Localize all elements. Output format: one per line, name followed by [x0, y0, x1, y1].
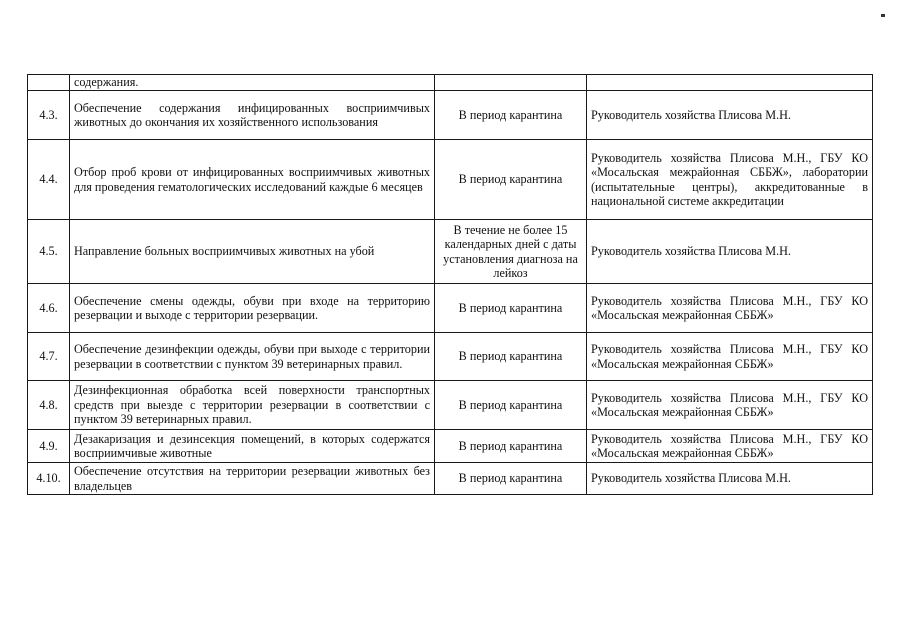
measure-description: Отбор проб крови от инфицированных восприимчивых животных для проведения гематологических исследований каждые 6 месяцев — [70, 140, 435, 220]
row-number: 4.4. — [28, 140, 70, 220]
measure-responsible: Руководитель хозяйства Плисова М.Н., ГБУ КО «Мосальская межрайонная СББЖ» — [587, 381, 873, 430]
measure-responsible: Руководитель хозяйства Плисова М.Н., ГБУ КО «Мосальская межрайонная СББЖ» — [587, 284, 873, 333]
measure-description: Дезинфекционная обработка всей поверхности транспортных средств при выезде с территории резервации в соответствии с пунктом 39 ветеринарных правил. — [70, 381, 435, 430]
measures-table — [27, 74, 873, 495]
measure-responsible: Руководитель хозяйства Плисова М.Н. — [587, 220, 873, 284]
measure-term: В период карантина — [435, 91, 587, 140]
table-row — [28, 284, 873, 333]
measure-description: Дезакаризация и дезинсекция помещений, в которых содержатся восприимчивые животные — [70, 430, 435, 463]
row-number: 4.9. — [28, 430, 70, 463]
table-row — [28, 91, 873, 140]
measure-term: В период карантина — [435, 381, 587, 430]
row-number: 4.10. — [28, 463, 70, 495]
row-number: 4.8. — [28, 381, 70, 430]
measure-term: В период карантина — [435, 140, 587, 220]
measure-term: В течение не более 15 календарных дней с даты установления диагноза на лейкоз — [435, 220, 587, 284]
table-row — [28, 220, 873, 284]
measure-term: В период карантина — [435, 463, 587, 495]
table-row — [28, 381, 873, 430]
measure-description: Обеспечение отсутствия на территории резервации животных без владельцев — [70, 463, 435, 495]
measure-description: Обеспечение содержания инфицированных восприимчивых животных до окончания их хозяйственного использования — [70, 91, 435, 140]
measure-responsible — [587, 75, 873, 91]
measure-term: В период карантина — [435, 284, 587, 333]
measure-description: Направление больных восприимчивых животных на убой — [70, 220, 435, 284]
table-row — [28, 75, 873, 91]
measure-term — [435, 75, 587, 91]
measure-responsible: Руководитель хозяйства Плисова М.Н. — [587, 463, 873, 495]
row-number — [28, 75, 70, 91]
table-row — [28, 140, 873, 220]
row-number: 4.7. — [28, 333, 70, 381]
measure-term: В период карантина — [435, 333, 587, 381]
measure-description: Обеспечение дезинфекции одежды, обуви при выходе с территории резервации в соответствии с пунктом 39 ветеринарных правил. — [70, 333, 435, 381]
row-number: 4.5. — [28, 220, 70, 284]
scan-mark — [881, 14, 885, 17]
row-number: 4.6. — [28, 284, 70, 333]
measure-term: В период карантина — [435, 430, 587, 463]
measure-responsible: Руководитель хозяйства Плисова М.Н., ГБУ КО «Мосальская межрайонная СББЖ» — [587, 333, 873, 381]
table-row — [28, 430, 873, 463]
measure-description: Обеспечение смены одежды, обуви при входе на территорию резервации и выходе с территории резервации. — [70, 284, 435, 333]
table-row — [28, 333, 873, 381]
measure-responsible: Руководитель хозяйства Плисова М.Н., ГБУ КО «Мосальская межрайонная СББЖ», лаборатории (испытательные центры), аккредитованные в национальной системе аккредитации — [587, 140, 873, 220]
measure-responsible: Руководитель хозяйства Плисова М.Н. — [587, 91, 873, 140]
table-row — [28, 463, 873, 495]
measure-responsible: Руководитель хозяйства Плисова М.Н., ГБУ КО «Мосальская межрайонная СББЖ» — [587, 430, 873, 463]
measure-description: содержания. — [70, 75, 435, 91]
row-number: 4.3. — [28, 91, 70, 140]
